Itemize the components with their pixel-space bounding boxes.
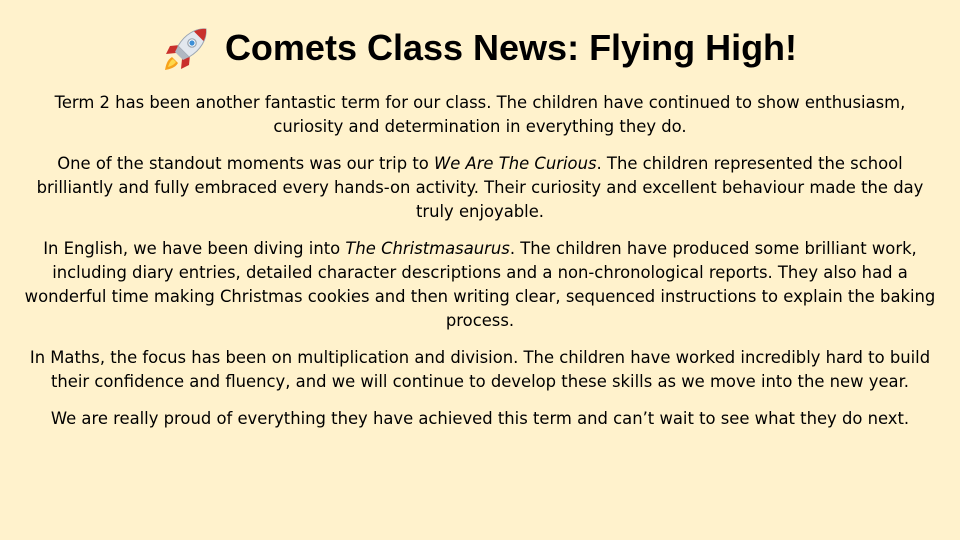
paragraph-trip-text-start: One of the standout moments was our trip to — [57, 154, 434, 173]
paragraph-closing-text: We are really proud of everything they have achieved this term and can’t wait to see what they do next. — [50, 409, 910, 428]
page-title: Comets Class News: Flying High! — [224, 27, 798, 68]
news-body — [20, 91, 940, 444]
paragraph-maths-text: In Maths, the focus has been on multiplication and division. The children have worked incredibly hard to build their confidence and fluency, and we will continue to develop these skills as we move into the new year. — [29, 348, 931, 391]
paragraph-english — [20, 237, 940, 333]
rocket-icon — [163, 24, 211, 72]
venue-name: We Are The Curious — [433, 154, 597, 173]
paragraph-trip-text-end: . The children represented the school brilliantly and fully embraced every hands-on activity. Their curiosity and excellent behaviour made the day truly enjoyable. — [36, 154, 924, 221]
paragraph-maths — [20, 346, 940, 394]
paragraph-english-text-start: In English, we have been diving into — [43, 239, 346, 258]
paragraph-trip — [20, 152, 940, 224]
title-row — [0, 22, 960, 74]
paragraph-intro — [20, 91, 940, 139]
book-title: The Christmasaurus — [345, 239, 510, 258]
paragraph-english-text-end: . The children have produced some brilliant work, including diary entries, detailed character descriptions and a non-chronological reports. They also had a wonderful time making Christmas cookies and then writing clear, sequenced instructions to explain the baking process. — [24, 239, 936, 330]
paragraph-intro-text: Term 2 has been another fantastic term for our class. The children have continued to show enthusiasm, curiosity and determination in everything they do. — [54, 93, 906, 136]
paragraph-closing — [20, 407, 940, 431]
